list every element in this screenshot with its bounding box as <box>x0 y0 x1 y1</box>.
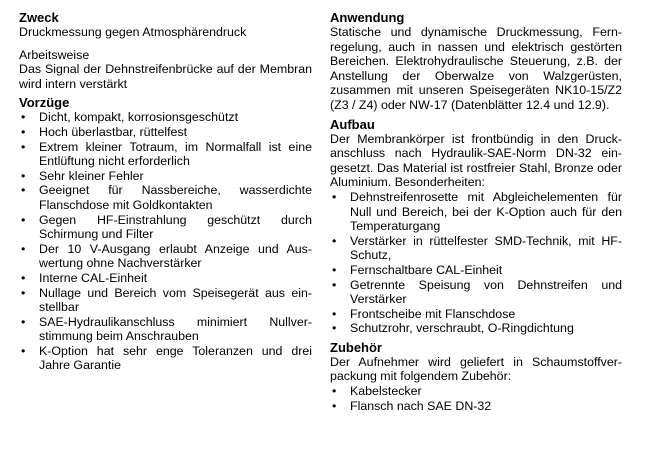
anwendung-text: Statische und dynamische Druckmessung, Fern-regelung, auch in nassen und elektrisch gestörten Bereichen. Elektrohydraulische Steuerung, z.B. der Anstellung der Oberwalze von Walzgerüsten, zusammen mit unseren Speisegeräten NK10-15/Z2 (Z3 / Z4) oder NW-17 (Datenblätter 12.4 und 12.9). <box>330 25 622 112</box>
list-item: • K-Option hat sehr enge Toleranzen und drei Jahre Garantie <box>19 344 312 373</box>
list-item: • Fernschaltbare CAL-Einheit <box>330 263 622 278</box>
list-item: • Sehr kleiner Fehler <box>19 169 312 184</box>
list-item: • Kabelstecker <box>330 384 622 399</box>
arbeitsweise-heading: Arbeitsweise <box>19 47 90 62</box>
aufbau-list <box>330 190 622 336</box>
left-column <box>19 10 312 373</box>
list-item: • Extrem kleiner Totraum, im Normalfall ist eine Entlüftung nicht erforderlich <box>19 140 312 169</box>
vorzuege-list <box>19 110 312 373</box>
list-item: • Gegen HF-Einstrahlung geschützt durch Schirmung und Filter <box>19 213 312 242</box>
aufbau-text: Der Membrankörper ist frontbündig in den Druck-anschluss nach Hydraulik-SAE-Norm DN-32 ein-gesetzt. Das Material ist rostfreier Stahl, Bronze oder Aluminium. Besonderheiten: <box>330 131 622 190</box>
vorzuege-heading: Vorzüge <box>19 95 70 111</box>
arbeitsweise-text: Das Signal der Dehnstreifenbrücke auf der Membran wird intern verstärkt <box>19 62 312 91</box>
list-item: • SAE-Hydraulikanschluss minimiert Nullver-stimmung beim Anschrauben <box>19 315 312 344</box>
right-column <box>330 10 622 413</box>
zubehoer-heading: Zubehör <box>330 339 382 355</box>
zweck-heading: Zweck <box>19 10 59 25</box>
list-item: • Verstärker in rüttelfester SMD-Technik, mit HF-Schutz, <box>330 234 622 263</box>
list-item: • Dehnstreifenrosette mit Abgleichelementen für Null und Bereich, bei der K-Option auch für den Temperaturgang <box>330 190 622 234</box>
list-item: • Geeignet für Nassbereiche, wasserdichte Flanschdose mit Goldkontakten <box>19 183 312 212</box>
zubehoer-list <box>330 384 622 413</box>
list-item: • Der 10 V-Ausgang erlaubt Anzeige und Aus-wertung ohne Nachverstärker <box>19 242 312 271</box>
list-item: • Flansch nach SAE DN-32 <box>330 399 622 414</box>
anwendung-heading: Anwendung <box>330 10 405 25</box>
zubehoer-text: Der Aufnehmer wird geliefert in Schaumstoffver-packung mit folgendem Zubehör: <box>330 354 622 384</box>
list-item: • Getrennte Speisung von Dehnstreifen und Verstärker <box>330 278 622 307</box>
list-item: • Dicht, kompakt, korrosionsgeschützt <box>19 110 312 125</box>
list-item: • Hoch überlastbar, rüttelfest <box>19 125 312 140</box>
list-item: • Schutzrohr, verschraubt, O-Ringdichtung <box>330 321 622 336</box>
list-item: • Frontscheibe mit Flanschdose <box>330 307 622 322</box>
list-item: • Nullage und Bereich vom Speisegerät aus ein-stellbar <box>19 286 312 315</box>
aufbau-heading: Aufbau <box>330 116 375 132</box>
list-item: • Interne CAL-Einheit <box>19 271 312 286</box>
zweck-text: Druckmessung gegen Atmosphärendruck <box>19 25 247 39</box>
